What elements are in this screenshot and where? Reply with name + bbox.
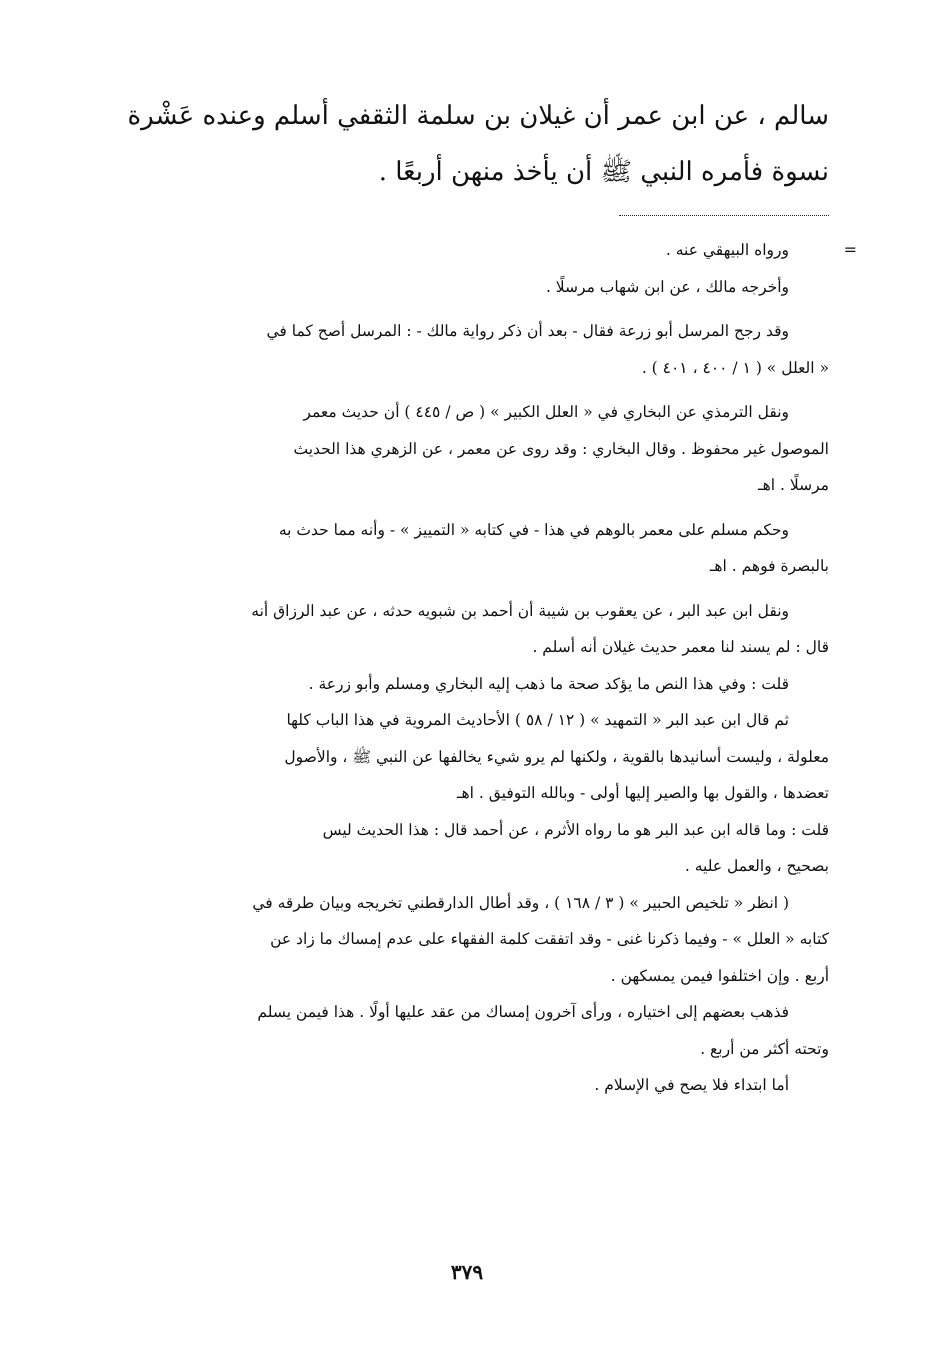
footnote-line: فذهب بعضهم إلى اختياره ، ورأى آخرون إمساك من عقد عليها أولًا . هذا فيمن يسلم — [257, 1003, 789, 1021]
footnote-paragraph — [109, 1067, 829, 1104]
main-text — [109, 88, 829, 200]
footnote-paragraph — [109, 702, 829, 812]
footnote-line: وأخرجه مالك ، عن ابن شهاب مرسلًا . — [545, 277, 789, 296]
footnote-paragraph — [109, 812, 829, 885]
footnote-paragraph — [109, 593, 829, 666]
footnote-line: مرسلًا . اهـ — [758, 476, 829, 494]
footnote-paragraph — [109, 394, 829, 504]
footnote-line: قلت : وفي هذا النص ما يؤكد صحة ما ذهب إليه البخاري ومسلم وأبو زرعة . — [308, 674, 789, 693]
footnote-paragraph — [109, 232, 829, 269]
footnote-paragraph — [109, 994, 829, 1067]
footnote-line: قال : لم يسند لنا معمر حديث غيلان أنه أسلم . — [532, 638, 829, 656]
footnote-line: أربع . وإن اختلفوا فيمن يمسكهن . — [610, 966, 829, 985]
footnote-line: وحكم مسلم على معمر بالوهم في هذا - في كتابه « التمييز » - وأنه مما حدث به — [278, 520, 789, 539]
page-number: ٣٧٩ — [450, 1260, 484, 1284]
footnote-line: كتابه « العلل » - وفيما ذكرنا غنى - وقد اتفقت كلمة الفقهاء على عدم إمساك ما زاد عن — [270, 930, 829, 948]
footnote-line: ونقل ابن عبد البر ، عن يعقوب بن شيبة أن أحمد بن شبويه حدثه ، عن عبد الرزاق أنه — [251, 601, 789, 620]
footnote-paragraph — [109, 666, 829, 703]
footnote-line: تعضدها ، والقول بها والصير إليها أولى - وبالله التوفيق . اهـ — [456, 784, 829, 802]
continuation-mark: = — [843, 240, 857, 259]
footnote-paragraph — [109, 313, 829, 386]
footnote-line: ثم قال ابن عبد البر « التمهيد » ( ١٢ / ٥٨ ) الأحاديث المروية في هذا الباب كلها — [286, 711, 789, 729]
footnote-line: بصحيح ، والعمل عليه . — [684, 857, 829, 875]
footnote-paragraph — [109, 885, 829, 995]
footnote-line: أما ابتداء فلا يصح في الإسلام . — [594, 1076, 789, 1094]
footnote-line: وقد رجح المرسل أبو زرعة فقال - بعد أن ذكر رواية مالك - : المرسل أصح كما في — [266, 322, 789, 340]
footnote-line: قلت : وما قاله ابن عبد البر هو ما رواه الأثرم ، عن أحمد قال : هذا الحديث ليس — [322, 820, 829, 839]
footnote-line: ورواه البيهقي عنه . — [665, 241, 789, 259]
footnote-paragraph — [109, 269, 829, 306]
footnote-line: بالبصرة فوهم . اهـ — [709, 557, 829, 575]
footnote-line: معلولة ، وليست أسانيدها بالقوية ، ولكنها لم يرو شيء يخالفها عن النبي ﷺ ، والأصول — [284, 747, 829, 766]
footnote-line: ونقل الترمذي عن البخاري في « العلل الكبير » ( ص / ٤٤٥ ) أن حديث معمر — [303, 403, 789, 421]
main-text-line-2: نسوة فأمره النبي ﷺ أن يأخذ منهن أربعًا . — [378, 157, 829, 187]
footnote-line: « العلل » ( ١ / ٤٠٠ ، ٤٠١ ) . — [641, 358, 829, 377]
footnote-paragraph — [109, 512, 829, 585]
footnote-line: وتحته أكثر من أربع . — [700, 1039, 829, 1058]
main-text-line-1: سالم ، عن ابن عمر أن غيلان بن سلمة الثقفي أسلم وعنده عَشْرة — [127, 101, 829, 131]
footnote-line: الموصول غير محفوظ . وقال البخاري : وقد روى عن معمر ، عن الزهري هذا الحديث — [293, 439, 829, 458]
footnote-divider — [619, 215, 829, 216]
footnote-line: ( انظر « تلخيص الحبير » ( ٣ / ١٦٨ ) ، وقد أطال الدارقطني تخريجه وبيان طرقه في — [252, 893, 789, 912]
footnotes — [109, 232, 857, 1104]
